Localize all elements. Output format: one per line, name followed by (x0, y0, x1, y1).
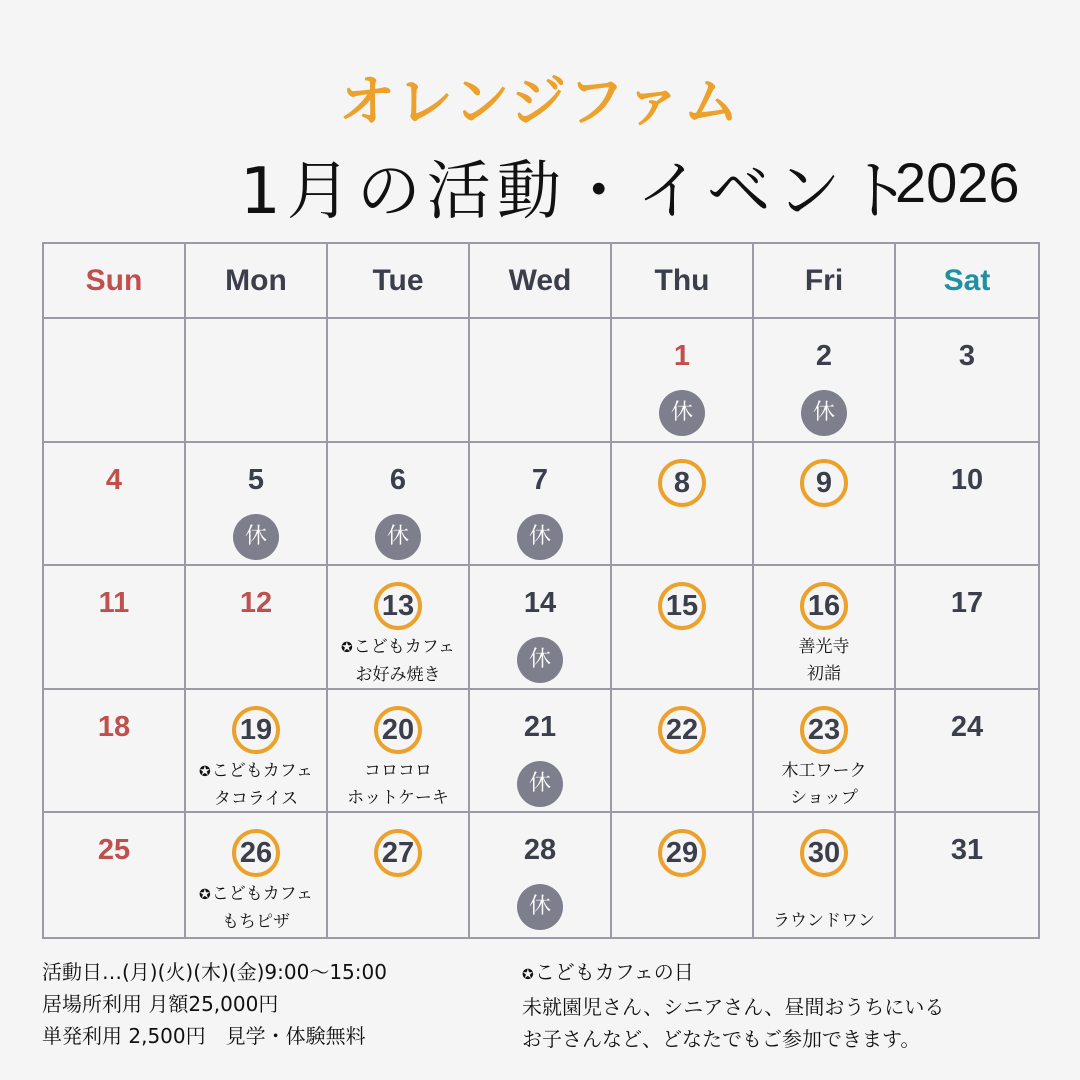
event-note-line (186, 758, 326, 786)
brand-title: オレンジファム (338, 70, 742, 135)
footer-cafe-heading (522, 956, 944, 991)
event-day-number: 8 (658, 459, 706, 507)
day-cell-21 (470, 690, 612, 814)
day-cell-15 (612, 566, 754, 690)
day-cell-11 (44, 566, 186, 690)
day-number: 18 (97, 710, 131, 743)
holiday-badge: 休 (659, 390, 705, 436)
event-note-line (754, 634, 894, 661)
day-number: 28 (523, 834, 557, 867)
day-number: 1 (673, 340, 691, 372)
event-note-line (186, 786, 326, 813)
day-number: 31 (950, 834, 984, 867)
day-cell-28 (470, 813, 612, 937)
day-cell-7 (470, 443, 612, 567)
day-cell-1 (612, 319, 754, 443)
footer-cafe-desc-2: お子さんなど、どなたでもご参加できます。 (522, 1027, 921, 1051)
event-note (328, 634, 468, 689)
holiday-badge: 休 (517, 637, 563, 683)
day-cell-22 (612, 690, 754, 814)
day-cell-25 (44, 813, 186, 937)
day-number: 5 (247, 463, 265, 496)
event-day-number: 9 (800, 459, 848, 507)
event-note-line (328, 785, 468, 812)
event-day-number: 27 (374, 829, 422, 877)
day-number: 7 (531, 463, 549, 496)
event-note (328, 758, 468, 812)
weekday-header-thu: Thu (612, 244, 754, 319)
holiday-badge: 休 (517, 761, 563, 807)
holiday-badge: 休 (517, 514, 563, 560)
event-note-text: ラウンドワン (773, 911, 875, 932)
day-number: 10 (950, 463, 984, 496)
star-icon: ✪ (522, 967, 534, 983)
event-note-text: こどもカフェ (211, 884, 313, 905)
event-note-text: もちピザ (222, 912, 290, 933)
holiday-badge: 休 (233, 514, 279, 560)
day-cell-30 (754, 813, 896, 937)
event-note-text: こどもカフェ (211, 760, 313, 781)
event-note (754, 758, 894, 812)
day-cell-31 (896, 813, 1038, 937)
day-number: 6 (389, 463, 407, 496)
event-note (754, 881, 894, 935)
event-note-text: ショップ (790, 787, 858, 808)
event-note-line (328, 662, 468, 689)
day-cell-16 (754, 566, 896, 690)
day-cell-10 (896, 443, 1038, 567)
empty-day-cell (470, 319, 612, 443)
event-note-line (754, 908, 894, 935)
day-cell-26 (186, 813, 328, 937)
day-number: 14 (523, 587, 557, 620)
event-note-line (754, 661, 894, 688)
weekday-header-sun: Sun (44, 244, 186, 319)
day-cell-12 (186, 566, 328, 690)
footer-activity-days: 活動日…(月)(火)(木)(金)9:00〜15:00 (42, 960, 387, 984)
year-label: 2026 (895, 151, 1020, 214)
event-note-line (186, 909, 326, 936)
event-note-text: 善光寺 (798, 637, 850, 658)
event-day-number: 30 (800, 829, 848, 877)
event-day-number: 26 (232, 829, 280, 877)
event-day-number: 22 (658, 706, 706, 754)
day-cell-29 (612, 813, 754, 937)
event-note-line (754, 758, 894, 785)
footer-info-right (522, 956, 944, 1055)
event-note-line (328, 634, 468, 662)
empty-day-cell (44, 319, 186, 443)
empty-day-cell (328, 319, 470, 443)
day-cell-8 (612, 443, 754, 567)
star-icon: ✪ (341, 640, 353, 657)
footer-monthly-fee: 居場所利用 月額25,000円 (42, 992, 279, 1016)
day-cell-14 (470, 566, 612, 690)
day-cell-13 (328, 566, 470, 690)
event-note (186, 758, 326, 813)
event-day-number: 13 (374, 582, 422, 630)
footer-single-fee: 単発利用 2,500円 見学・体験無料 (42, 1024, 366, 1048)
weekday-header-tue: Tue (328, 244, 470, 319)
day-cell-18 (44, 690, 186, 814)
day-cell-17 (896, 566, 1038, 690)
day-number: 3 (958, 340, 976, 372)
day-number: 4 (105, 463, 123, 496)
empty-day-cell (186, 319, 328, 443)
star-icon: ✪ (199, 887, 211, 904)
day-cell-6 (328, 443, 470, 567)
day-number: 21 (523, 710, 557, 743)
event-note-text: タコライス (213, 788, 299, 809)
day-number: 17 (950, 587, 984, 620)
day-number: 2 (815, 340, 833, 372)
calendar-grid (42, 242, 1040, 939)
event-note (754, 634, 894, 688)
holiday-badge: 休 (375, 514, 421, 560)
weekday-header-wed: Wed (470, 244, 612, 319)
weekday-header-fri: Fri (754, 244, 896, 319)
event-note-text: 木工ワーク (781, 760, 867, 781)
footer-cafe-desc-1: 未就園児さん、シニアさん、昼間おうちにいる (522, 995, 945, 1019)
event-note-text: ホットケーキ (347, 787, 449, 808)
event-day-number: 19 (232, 706, 280, 754)
day-cell-5 (186, 443, 328, 567)
event-note-text: コロコロ (364, 760, 432, 781)
footer-cafe-label: こどもカフェの日 (534, 960, 694, 984)
day-number: 11 (98, 587, 130, 620)
holiday-badge: 休 (801, 390, 847, 436)
day-cell-4 (44, 443, 186, 567)
event-day-number: 20 (374, 706, 422, 754)
event-note-line (186, 881, 326, 909)
star-icon: ✪ (199, 763, 211, 780)
day-cell-19 (186, 690, 328, 814)
event-note-line (328, 758, 468, 785)
event-day-number: 15 (658, 582, 706, 630)
day-number: 24 (950, 710, 984, 743)
day-cell-23 (754, 690, 896, 814)
day-cell-2 (754, 319, 896, 443)
page-title: 1月の活動・イベント (240, 155, 917, 229)
day-number: 12 (239, 587, 273, 620)
footer-info-left (42, 956, 387, 1052)
holiday-badge: 休 (517, 884, 563, 930)
event-day-number: 23 (800, 706, 848, 754)
day-cell-3 (896, 319, 1038, 443)
event-note-text: お好み焼き (355, 665, 441, 686)
event-note-line (754, 881, 894, 908)
day-cell-9 (754, 443, 896, 567)
day-cell-27 (328, 813, 470, 937)
event-note-text: 初詣 (807, 664, 841, 685)
day-cell-20 (328, 690, 470, 814)
weekday-header-sat: Sat (896, 244, 1038, 319)
event-note (186, 881, 326, 936)
event-day-number: 16 (800, 582, 848, 630)
event-day-number: 29 (658, 829, 706, 877)
day-cell-24 (896, 690, 1038, 814)
event-note-text: こどもカフェ (353, 637, 455, 658)
event-note-line (754, 785, 894, 812)
weekday-header-mon: Mon (186, 244, 328, 319)
day-number: 25 (97, 834, 131, 867)
